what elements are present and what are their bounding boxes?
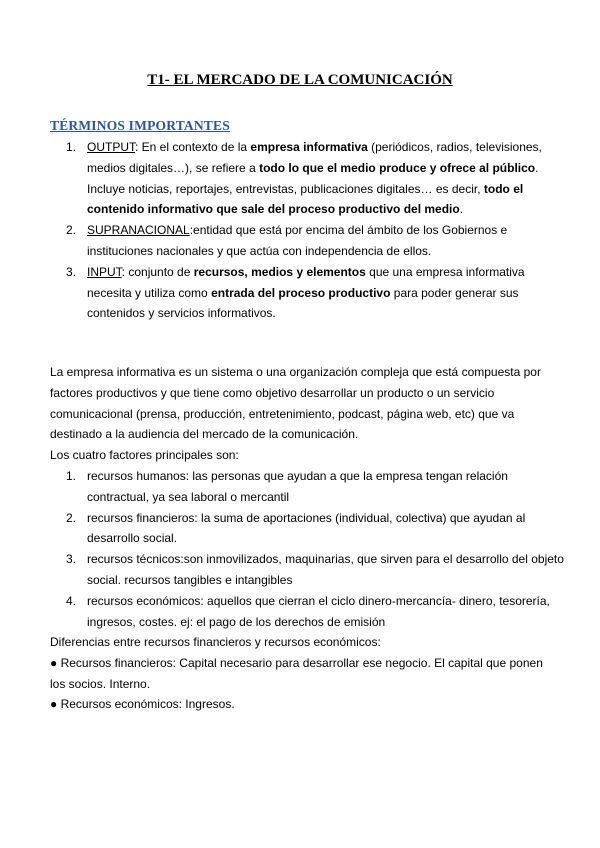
list-number: 1. [66, 469, 77, 483]
factor-text: recursos técnicos:son inmovilizados, maquinarias, que sirven para el desarrollo del objeto social. recursos tangibles e intangibles [87, 552, 564, 587]
term-text: . [459, 202, 464, 217]
difference-item: ● Recursos económicos: Ingresos. [50, 697, 235, 712]
term-text: :entidad que está por encima del ámbito de los Gobiernos e instituciones nacionales y que actúa con independencia de ellos. [87, 223, 508, 258]
term-text: (periódicos, radios, televisiones, medios digitales…), se refiere a [87, 140, 542, 175]
factor-text: recursos financieros: la suma de aportaciones (individual, colectiva) que ayudan al desarrollo social. [87, 510, 526, 546]
document-title: T1- EL MERCADO DE LA COMUNICACIÓN [147, 72, 453, 88]
list-item [66, 549, 566, 591]
term-output: OUTPUT [87, 140, 135, 154]
section-heading: TÉRMINOS IMPORTANTES [50, 118, 230, 133]
differences-intro: Diferencias entre recursos financieros y recursos económicos: [50, 635, 381, 649]
intro-paragraph: La empresa informativa es un sistema o una organización compleja que está compuesta por factores productivos y que tiene como objetivo desarrollar un producto o un servicio comunicacional (prensa, producción, entretenimiento, podcast, página web, etc) que va destinado a la audiencia del mercado de la comunicación. [50, 365, 541, 442]
term-text: : En el contexto de la [135, 140, 251, 154]
differences-block [50, 632, 550, 715]
term-text: : conjunto de [121, 264, 194, 279]
list-item [66, 466, 566, 508]
term-bold: todo el contenido informativo que sale del proceso productivo del medio [87, 181, 524, 217]
factor-text: recursos económicos: aquellos que cierran el ciclo dinero-mercancía- dinero, tesorería, ingresos, costes. ej: el pago de los derechos de emisión [87, 593, 550, 629]
terms-list [66, 137, 566, 324]
list-item [66, 137, 566, 220]
term-text: que una empresa informativa necesita y utiliza como [87, 264, 525, 300]
intro-paragraph-block [50, 362, 550, 466]
term-bold: recursos, medios y elementos [193, 264, 366, 279]
term-input: INPUT [87, 264, 122, 279]
list-item [66, 591, 566, 633]
term-bold: empresa informativa [250, 140, 368, 154]
list-number: 2. [66, 223, 77, 238]
list-number: 1. [66, 140, 77, 154]
difference-item: ● Recursos financieros: Capital necesario para desarrollar ese negocio. El capital que ponen los socios. Interno. [50, 655, 543, 691]
list-number: 2. [66, 510, 77, 525]
list-number: 3. [66, 552, 77, 567]
term-supranacional: SUPRANACIONAL [87, 223, 190, 238]
term-text: para poder generar sus contenidos y servicios informativos. [87, 285, 519, 321]
term-bold: entrada del proceso productivo [211, 285, 391, 300]
list-item [66, 262, 566, 324]
factors-list [66, 466, 566, 632]
term-text: . Incluye noticias, reportajes, entrevistas, publicaciones digitales… es decir, [87, 160, 539, 196]
list-item [66, 220, 566, 262]
factor-text: recursos humanos: las personas que ayudan a que la empresa tengan relación contractual, ya sea laboral o mercantil [87, 469, 508, 504]
list-number: 4. [66, 593, 77, 608]
factors-intro: Los cuatro factores principales son: [50, 448, 239, 463]
list-item [66, 508, 566, 550]
list-number: 3. [66, 264, 77, 279]
term-bold: todo lo que el medio produce y ofrece al público [259, 160, 536, 175]
